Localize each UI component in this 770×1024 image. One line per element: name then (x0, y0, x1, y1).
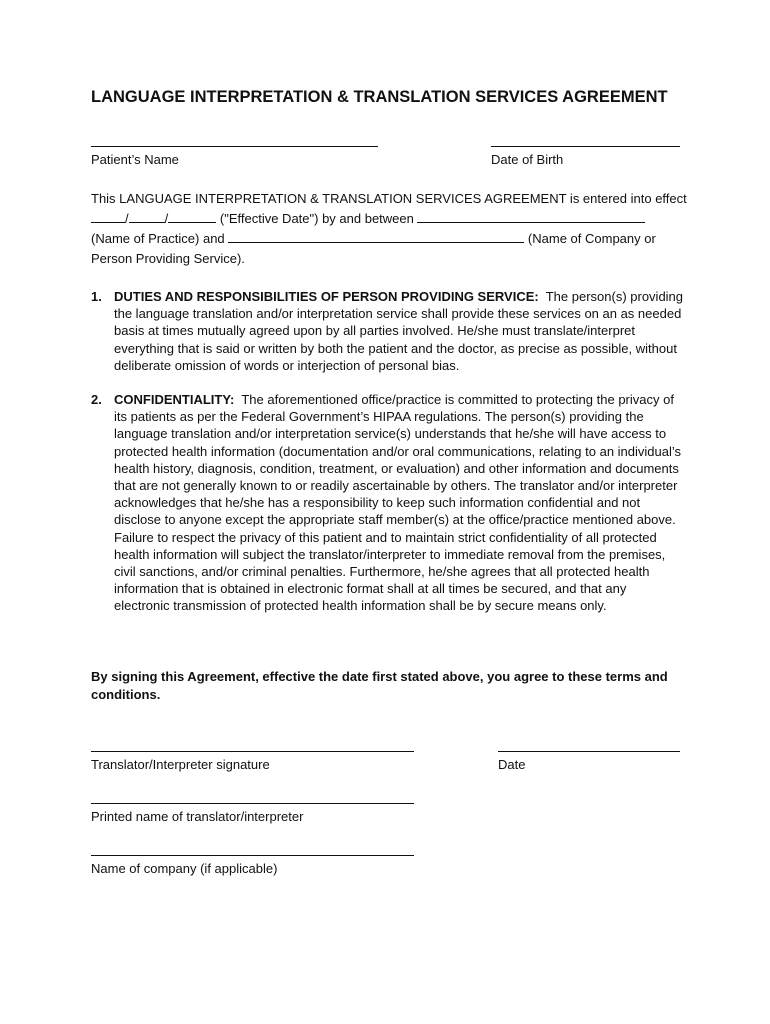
section-text: The person(s) providing the language translation and/or interpretation service shall provide these services on an as needed basis at times mutually agreed upon by all parties involved. He/she must translate/interpret everything that is said or written by both the patient and the doctor, as precise as possible, without deliberate omission of words or interjection of personal bias. (114, 289, 684, 373)
signature-label: Translator/Interpreter signature (91, 757, 270, 772)
signature-field[interactable] (91, 751, 414, 752)
effective-date-text: ("Effective Date") by and between (219, 211, 414, 226)
patient-name-label: Patient’s Name (91, 152, 179, 167)
section-confidentiality (91, 391, 691, 615)
name-of-practice-text: (Name of Practice) and (91, 231, 225, 246)
section-heading: DUTIES AND RESPONSIBILITIES OF PERSON PROVIDING SERVICE: (114, 289, 539, 304)
signature-date-label: Date (498, 757, 526, 772)
patient-name-field[interactable] (91, 146, 378, 147)
intro-line-4: Person Providing Service). (91, 251, 245, 266)
document-title: LANGUAGE INTERPRETATION & TRANSLATION SERVICES AGREEMENT (91, 88, 668, 106)
date-slash-1: / (125, 211, 129, 226)
intro-line-1: This LANGUAGE INTERPRETATION & TRANSLATION SERVICES AGREEMENT is entered into effect (91, 191, 687, 206)
effective-day-field[interactable] (129, 210, 165, 223)
name-of-company-text: (Name of Company or (527, 231, 656, 246)
company-name-signature-field[interactable] (91, 855, 414, 856)
effective-month-field[interactable] (91, 210, 125, 223)
closing-statement: By signing this Agreement, effective the date first stated above, you agree to these terms and conditions. (91, 669, 668, 702)
date-of-birth-label: Date of Birth (491, 152, 564, 167)
date-of-birth-field[interactable] (491, 146, 680, 147)
signature-date-field[interactable] (498, 751, 680, 752)
practice-name-field[interactable] (417, 210, 645, 223)
printed-name-label: Printed name of translator/interpreter (91, 809, 304, 824)
section-duties (91, 288, 691, 374)
section-heading: CONFIDENTIALITY: (114, 392, 235, 407)
effective-year-field[interactable] (168, 210, 216, 223)
section-number: 1. (91, 289, 102, 304)
printed-name-field[interactable] (91, 803, 414, 804)
intro-line-2 (91, 209, 691, 229)
intro-paragraph (91, 189, 691, 269)
date-slash-2: / (164, 211, 169, 226)
section-body (114, 288, 684, 374)
section-number: 2. (91, 392, 102, 407)
company-name-label: Name of company (if applicable) (91, 861, 278, 876)
company-name-field[interactable] (228, 230, 524, 243)
section-text: The aforementioned office/practice is committed to protecting the privacy of its patients as per the Federal Government’s HIPAA regulations. The person(s) providing the language translation and/or interpretation service(s) understands that he/she will have access to protected health information (documentation and/or oral communications, relating to an individual’s health history, diagnosis, condition, treatment, or evaluation) and other information and documents that are not generally known to or readily ascertainable by others. The translator and/or interpreter acknowledges that he/she has a responsibility to keep such information confidential and not disclose to anyone except the appropriate staff member(s) at the office/practice mentioned above. Failure to respect the privacy of this patient and to maintain strict confidentiality of all protected health information will subject the translator/interpreter to immediate removal from the premises, civil sanctions, and/or criminal penalties. Furthermore, he/she agrees that all protected health information that is obtained in electronic format shall at all times be secured, and that any electronic transmission of protected health information shall be by secure means only. (114, 392, 682, 614)
intro-line-3 (91, 229, 691, 249)
section-body (114, 391, 684, 615)
